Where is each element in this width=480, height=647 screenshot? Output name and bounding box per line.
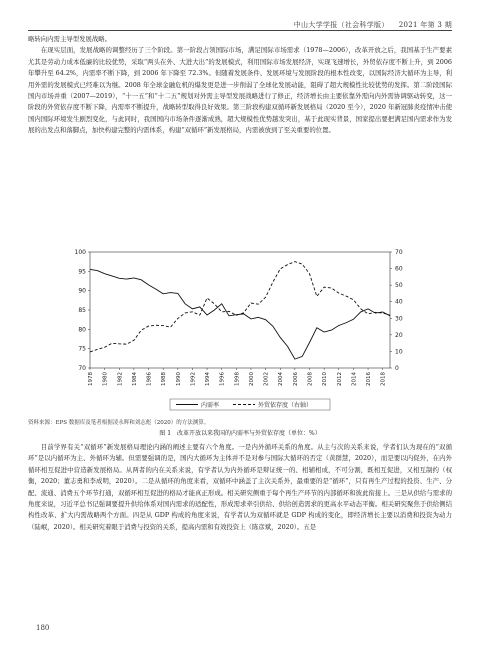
right-tick-label: 60	[395, 265, 403, 273]
right-tick-label: 40	[395, 298, 403, 306]
paragraph-1: 略转向内需主导型发展战略。	[28, 35, 112, 43]
x-axis-ticks	[88, 368, 387, 386]
right-tick-label: 50	[395, 282, 403, 290]
issue-label: 2021 年第 3 期	[398, 21, 452, 29]
left-tick-label: 90	[78, 287, 86, 295]
left-tick-label: 70	[78, 365, 86, 372]
plot-border	[90, 252, 390, 368]
bottom-body-text	[28, 442, 452, 533]
x-tick-label: 1992	[190, 372, 197, 386]
x-tick-label: 1984	[131, 372, 138, 386]
x-tick-label: 2000	[248, 372, 255, 386]
right-tick-label: 0	[395, 365, 399, 372]
x-tick-label: 1990	[175, 372, 182, 386]
figure-caption: 图 1 改革开放以来我国的内需率与外贸依存度（单位：%）	[159, 430, 321, 437]
figure-1-chart	[28, 246, 452, 418]
right-axis-ticks	[390, 249, 403, 372]
x-tick-label: 2004	[278, 372, 285, 386]
running-header	[294, 20, 452, 30]
right-tick-label: 70	[395, 249, 403, 256]
page-number: 180	[36, 624, 50, 632]
x-tick-label: 1998	[234, 372, 241, 386]
x-tick-label: 2014	[351, 372, 358, 386]
x-tick-label: 1978	[88, 372, 94, 386]
x-tick-label: 2012	[336, 372, 343, 386]
x-tick-label: 2002	[263, 372, 270, 386]
paragraph-2: 在现实层面，发展战略的调整经历了三个阶段。第一阶段占领国际市场，满足国际市场需求（1978—2006），改革开放之后，我国基于生产要素尤其是劳动力成本低廉的比较优势，采取“两头在外、大进大出”的发展模式，利用国际市场发展经济，实现飞速增长，外贸依存度不断上升，到 2006 年攀升至 64.2%，内需率不断下降，到 2006 年下降至 72.3%。但随着发展条件、发展环境与发展阶段的根本性改变，以国际经济大循环为主导，利用外需的发展模式已经难以为继。2008 年全球金融危机的爆发更是进一步削弱了全球化发展动能，阻碍了超大规模性比较优势的发挥。第二阶段国际国内市场并重（2007—2019），“十一五”和“十二五”规划对外需主导型发展战略进行了修正，经济增长由主要依靠外需向内外需协调驱动转变，这一阶段的外贸依存度不断下降，内需率不断提升，战略转型取得良好效果。第三阶段构建双循环新发展格局（2020 至今），2020 年新冠肺炎疫情冲击使国内国际环境发生剧烈变化，与此同时，我国国内市场条件逐渐成熟，超大规模性优势越发突出，基于此现实背景，国家提出要把满足国内需求作为发展的出发点和落脚点，加快构建完整的内需体系，构建“双循环”新发展格局，内需被放到了至关重要的位置。	[28, 46, 452, 135]
x-tick-label: 2016	[366, 372, 373, 386]
legend-label-1: 内需率	[201, 402, 220, 409]
left-tick-label: 85	[78, 307, 86, 314]
chart-legend	[170, 399, 330, 410]
top-body-text	[28, 34, 452, 137]
series-trade-dependence-line	[90, 262, 390, 352]
x-tick-label: 1988	[161, 372, 168, 386]
header-rule	[28, 30, 452, 31]
chart-series	[90, 262, 390, 360]
right-tick-label: 10	[395, 348, 403, 356]
x-tick-label: 2006	[292, 372, 299, 386]
journal-name: 中山大学学报（社会科学版）	[293, 21, 389, 29]
x-tick-label: 1994	[205, 372, 212, 386]
paragraph-3: 目前学界有关“双循环”新发展格局理论内涵的阐述主要有六个角度。一是内外循环关系的角度。从主与次的关系来说，学者们认为现在的“双循环”是以内循环为主、外循环为辅。但需要强调的是，国内大循环为主体并不是对参与国际大循环的否定（黄群慧，2020），而是要以内促外，在内外循环相互促进中营造新发展格局。从两者的内在关系来说，有学者认为内外循环是辩证统一的、相辅相成，不可分割，既相互促进，又相互制约（权衡，2020；董志勇和李成明，2020）。二是从循环的角度来看，双循环中涵盖了主次关系外，最重要的是“循环”，只有再生产过程的投资、生产、分配、流通、消费五个环节打通，双循环相互促进的格局才能真正形成。相关研究侧重于每个再生产环节的内部循环和彼此衔接上。三是从供给与需求的角度来说，习近平总书记强调要提升供给体系对国内需求的适配性，形成需求牵引供给、供给创造需求的更高水平动态平衡。相关研究聚焦于供给侧结构性改革、扩大内需战略两个方面。四是从 GDP 构成的角度来说，有学者认为双循环就是 GDP 构成的变化，即经济增长主要以消费和投资为动力（陆岷，2020）。相关研究着眼于消费与投资的关系，提高内需和有效投资上（陈彦斌，2020）。五是	[28, 443, 452, 531]
chart-frame	[90, 252, 390, 368]
x-tick-label: 1980	[102, 372, 109, 386]
series-domestic-demand-line	[90, 269, 390, 359]
right-tick-label: 30	[395, 315, 403, 323]
left-tick-label: 80	[78, 326, 86, 334]
left-tick-label: 95	[78, 268, 86, 276]
line-chart	[28, 246, 452, 418]
x-tick-label: 1996	[219, 372, 226, 386]
x-tick-label: 2018	[380, 372, 387, 386]
x-tick-label: 2010	[322, 372, 329, 386]
left-tick-label: 75	[78, 345, 86, 353]
x-tick-label: 1982	[117, 372, 124, 386]
x-tick-label: 2008	[307, 372, 314, 386]
right-tick-label: 20	[395, 331, 403, 339]
x-tick-label: 1986	[146, 372, 153, 386]
legend-label-2: 外贸依存度（右轴）	[258, 402, 313, 409]
left-axis-ticks	[75, 249, 90, 372]
left-tick-label: 100	[74, 249, 86, 256]
figure-source: 资料来源：EPS 数据库及笔者根据凌永辉和刘志彪（2020）的方法测算。	[28, 420, 210, 426]
